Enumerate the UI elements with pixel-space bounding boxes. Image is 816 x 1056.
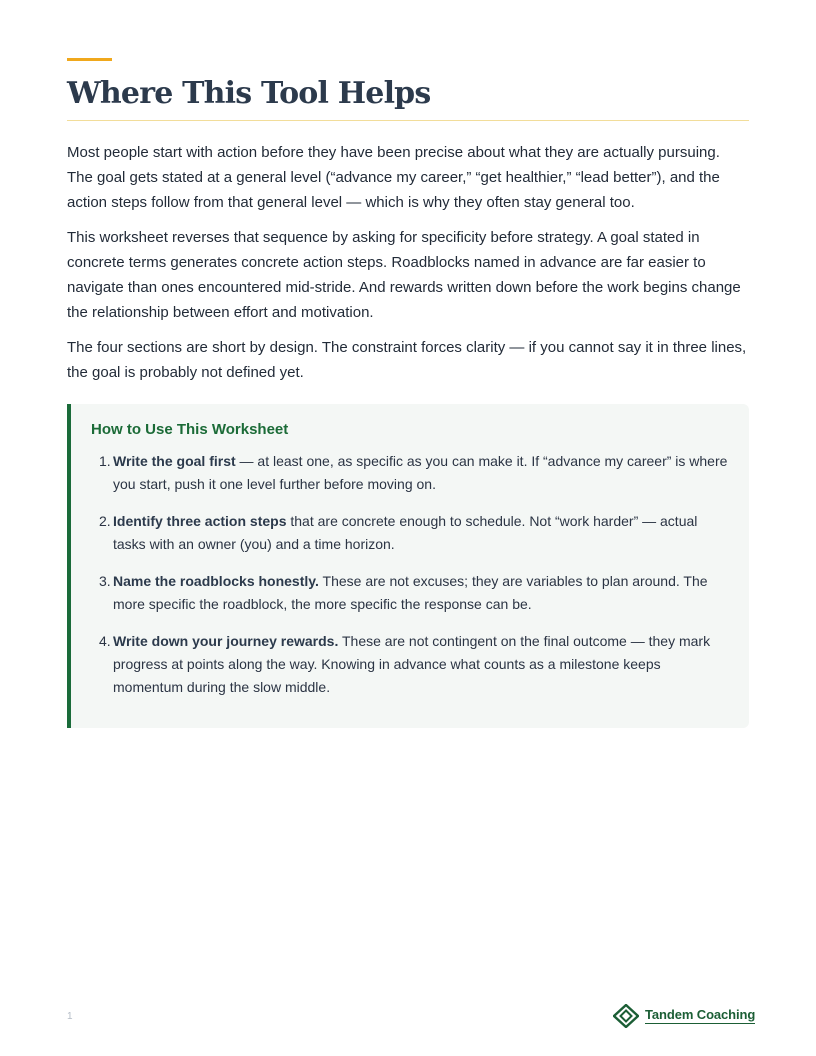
- title-divider: [67, 120, 749, 121]
- step-item: [91, 630, 729, 699]
- step-text: These are not contingent on the final outcome — they mark progress at points along the way. Knowing in advance what counts as a milestone keeps momentum during the slow middle.: [113, 633, 711, 695]
- page-number: 1: [67, 1011, 73, 1022]
- page-title: Where This Tool Helps: [67, 76, 431, 111]
- how-to-use-callout: [67, 404, 749, 728]
- step-lead: Write the goal first: [113, 453, 236, 469]
- step-lead: Name the roadblocks honestly.: [113, 573, 319, 589]
- step-item: [91, 510, 729, 556]
- step-item: [91, 450, 729, 496]
- title-accent-bar: [67, 58, 112, 61]
- step-number: 2.: [99, 513, 111, 529]
- step-text: that are concrete enough to schedule. Not “work harder” — actual tasks with an owner (you) and a time horizon.: [113, 513, 698, 552]
- callout-heading: How to Use This Worksheet: [91, 421, 289, 438]
- intro-paragraph: The four sections are short by design. The constraint forces clarity — if you cannot say it in three lines, the goal is probably not defined yet.: [67, 339, 747, 381]
- brand-logo: [613, 1004, 755, 1028]
- intro-paragraph: This worksheet reverses that sequence by asking for specificity before strategy. A goal stated in concrete terms generates concrete action steps. Roadblocks named in advance are far easier to navigate than ones encountered mid-stride. And rewards written down before the work begins change the relationship between effort and motivation.: [67, 229, 741, 321]
- brand-name: Tandem Coaching: [645, 1007, 756, 1022]
- step-number: 3.: [99, 573, 111, 589]
- steps-list: [91, 450, 729, 699]
- diamond-logo-icon: [613, 1004, 639, 1028]
- step-number: 4.: [99, 633, 111, 649]
- step-lead: Identify three action steps: [113, 513, 287, 529]
- step-number: 1.: [99, 453, 111, 469]
- step-lead: Write down your journey rewards.: [113, 633, 339, 649]
- intro-section: [67, 140, 749, 395]
- intro-paragraph: Most people start with action before they have been precise about what they are actually pursuing. The goal gets stated at a general level (“advance my career,” “get healthier,” “lead better”), and the action steps follow from that general level — which is why they often stay general too.: [67, 144, 720, 211]
- step-text: These are not excuses; they are variables to plan around. The more specific the roadblock, the more specific the response can be.: [113, 573, 708, 612]
- step-item: [91, 570, 729, 616]
- step-text: — at least one, as specific as you can make it. If “advance my career” is where you start, push it one level further before moving on.: [113, 453, 728, 492]
